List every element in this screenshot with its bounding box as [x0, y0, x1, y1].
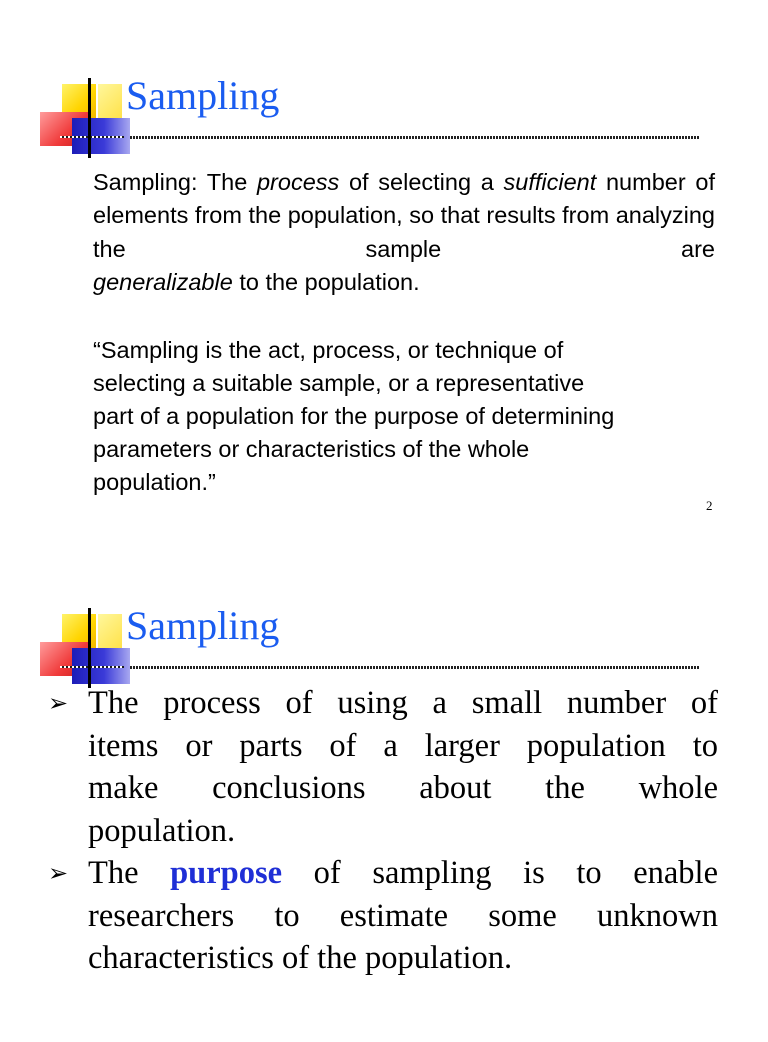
slide-2: [0, 530, 768, 1042]
logo-dotted-bar: [60, 136, 124, 138]
bullet-item: [44, 852, 718, 980]
arrow-bullet-icon: ➢: [48, 689, 69, 717]
bullet-line: researchers to estimate some unknown: [88, 897, 718, 934]
slide-1: [0, 0, 768, 512]
logo-vertical-bar: [88, 608, 91, 688]
logo-yellow-square-right: [98, 84, 122, 118]
quote-line: parameters or characteristics of the whole: [93, 436, 530, 462]
bullet-item: [44, 682, 718, 852]
logo-vertical-bar: [88, 78, 91, 158]
definition-emphasis: generalizable: [93, 269, 233, 295]
arrow-bullet-icon: ➢: [48, 859, 69, 887]
bullet-list: [44, 682, 718, 980]
purpose-highlight: purpose: [170, 855, 283, 891]
bullet-line: [88, 852, 718, 895]
slide-logo-icon: [38, 78, 132, 160]
quote-paragraph: [93, 334, 715, 499]
bullet-line: characteristics of the population.: [88, 940, 513, 976]
definition-text: number of elements from the population, so that results from analyzing the sample are: [93, 169, 715, 262]
bullet-text: The: [88, 855, 171, 891]
definition-text: to the population.: [232, 269, 420, 295]
definition-emphasis: process: [256, 169, 340, 195]
quote-line: part of a population for the purpose of determining: [93, 403, 615, 429]
title-rule: [130, 666, 700, 669]
slide-logo-icon: [38, 608, 132, 690]
bullet-line: population.: [88, 812, 236, 849]
bullet-text: of sampling is to enable: [282, 855, 718, 891]
title-rule: [130, 136, 700, 139]
slide-title: Sampling: [126, 73, 280, 118]
quote-line: “Sampling is the act, process, or technique of: [93, 337, 564, 363]
quote-line: selecting a suitable sample, or a representative: [93, 370, 585, 396]
slide-title: Sampling: [126, 603, 280, 648]
page-number: 2: [706, 498, 713, 513]
bullet-line: The process of using a small number of: [88, 685, 718, 721]
definition-text: Sampling: The: [93, 169, 257, 195]
logo-yellow-square-right: [98, 614, 122, 648]
quote-line: population.”: [93, 469, 216, 495]
bullet-line: items or parts of a larger population to: [88, 727, 718, 764]
definition-text: of selecting a: [339, 169, 504, 195]
logo-dotted-bar: [60, 666, 124, 668]
definition-emphasis: sufficient: [503, 169, 597, 195]
bullet-line: make conclusions about the whole: [88, 770, 718, 806]
definition-last-line: [93, 266, 420, 299]
